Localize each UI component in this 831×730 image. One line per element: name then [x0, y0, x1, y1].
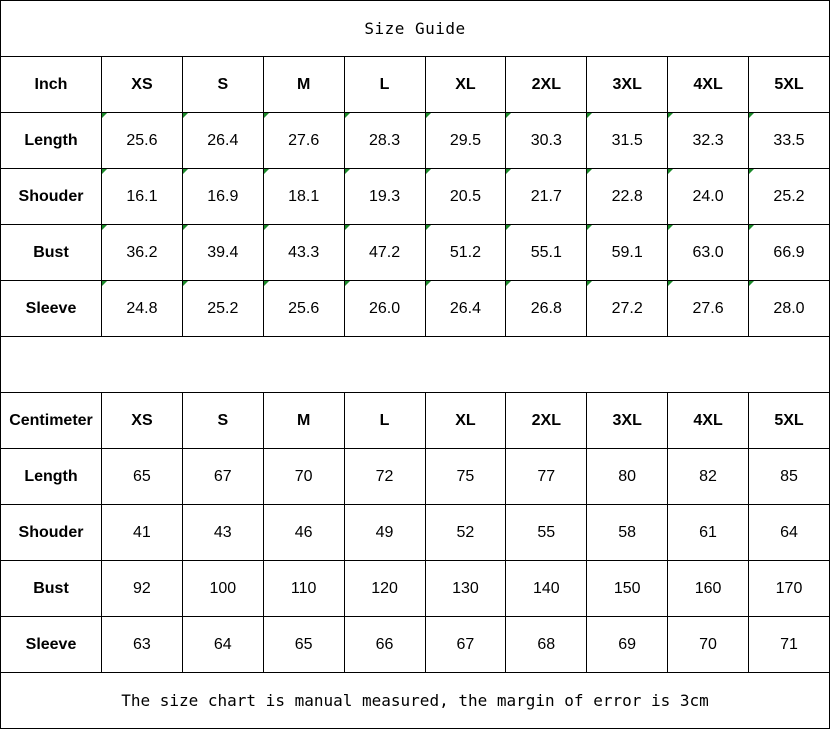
table-cell: 110	[263, 561, 344, 617]
spacer-row	[1, 337, 830, 393]
table-cell: 75	[425, 449, 506, 505]
table-cell: 150	[587, 561, 668, 617]
table-cell: 63	[102, 617, 183, 673]
row-label: Bust	[1, 561, 102, 617]
table-cell: 67	[182, 449, 263, 505]
size-header-2xl: 2XL	[506, 57, 587, 113]
table-cell: 120	[344, 561, 425, 617]
size-header-xl: XL	[425, 393, 506, 449]
table-cell: 30.3	[506, 113, 587, 169]
size-header-l: L	[344, 57, 425, 113]
size-header-2xl: 2XL	[506, 393, 587, 449]
size-header-xs: XS	[102, 393, 183, 449]
table-cell: 47.2	[344, 225, 425, 281]
table-cell: 16.1	[102, 169, 183, 225]
table-cell: 26.4	[182, 113, 263, 169]
table-cell: 140	[506, 561, 587, 617]
row-label: Sleeve	[1, 281, 102, 337]
table-cell: 65	[102, 449, 183, 505]
measurement-note: The size chart is manual measured, the margin of error is 3cm	[1, 673, 830, 729]
table-cell: 71	[749, 617, 830, 673]
table-cell: 25.2	[182, 281, 263, 337]
table-cell: 26.4	[425, 281, 506, 337]
size-header-m: M	[263, 393, 344, 449]
table-cell: 29.5	[425, 113, 506, 169]
row-label: Bust	[1, 225, 102, 281]
inch-unit-label: Inch	[1, 57, 102, 113]
table-cell: 28.0	[749, 281, 830, 337]
table-cell: 70	[668, 617, 749, 673]
table-cell: 32.3	[668, 113, 749, 169]
table-cell: 85	[749, 449, 830, 505]
table-cell: 27.6	[263, 113, 344, 169]
table-row-inch-bust	[1, 225, 830, 281]
table-cell: 130	[425, 561, 506, 617]
row-label: Sleeve	[1, 617, 102, 673]
table-cell: 66.9	[749, 225, 830, 281]
size-header-s: S	[182, 393, 263, 449]
table-cell: 68	[506, 617, 587, 673]
table-cell: 70	[263, 449, 344, 505]
size-header-l: L	[344, 393, 425, 449]
size-header-4xl: 4XL	[668, 57, 749, 113]
table-cell: 33.5	[749, 113, 830, 169]
size-header-5xl: 5XL	[749, 57, 830, 113]
table-cell: 27.6	[668, 281, 749, 337]
table-cell: 36.2	[102, 225, 183, 281]
row-label: Shouder	[1, 505, 102, 561]
table-cell: 59.1	[587, 225, 668, 281]
table-cell: 67	[425, 617, 506, 673]
table-cell: 43.3	[263, 225, 344, 281]
table-cell: 31.5	[587, 113, 668, 169]
table-cell: 25.6	[263, 281, 344, 337]
table-cell: 77	[506, 449, 587, 505]
section-divider	[1, 337, 830, 393]
table-cell: 26.0	[344, 281, 425, 337]
table-cell: 22.8	[587, 169, 668, 225]
table-cell: 26.8	[506, 281, 587, 337]
table-cell: 19.3	[344, 169, 425, 225]
row-label: Length	[1, 113, 102, 169]
table-cell: 24.8	[102, 281, 183, 337]
table-cell: 61	[668, 505, 749, 561]
table-cell: 41	[102, 505, 183, 561]
table-cell: 27.2	[587, 281, 668, 337]
inch-header-row	[1, 57, 830, 113]
table-cell: 160	[668, 561, 749, 617]
table-cell: 21.7	[506, 169, 587, 225]
size-header-3xl: 3XL	[587, 393, 668, 449]
table-cell: 100	[182, 561, 263, 617]
table-cell: 20.5	[425, 169, 506, 225]
table-row-inch-shouder	[1, 169, 830, 225]
title-row	[1, 1, 830, 57]
table-cell: 82	[668, 449, 749, 505]
table-cell: 43	[182, 505, 263, 561]
table-cell: 25.2	[749, 169, 830, 225]
table-cell: 55.1	[506, 225, 587, 281]
table-cell: 52	[425, 505, 506, 561]
table-cell: 80	[587, 449, 668, 505]
table-cell: 92	[102, 561, 183, 617]
note-row	[1, 673, 830, 729]
size-header-s: S	[182, 57, 263, 113]
size-header-4xl: 4XL	[668, 393, 749, 449]
table-cell: 63.0	[668, 225, 749, 281]
table-row-centimeter-shouder	[1, 505, 830, 561]
table-cell: 25.6	[102, 113, 183, 169]
table-row-centimeter-length	[1, 449, 830, 505]
size-header-3xl: 3XL	[587, 57, 668, 113]
size-header-xl: XL	[425, 57, 506, 113]
page-title: Size Guide	[1, 1, 830, 57]
table-cell: 49	[344, 505, 425, 561]
table-cell: 170	[749, 561, 830, 617]
table-cell: 64	[182, 617, 263, 673]
table-cell: 28.3	[344, 113, 425, 169]
table-cell: 39.4	[182, 225, 263, 281]
size-header-5xl: 5XL	[749, 393, 830, 449]
table-cell: 18.1	[263, 169, 344, 225]
row-label: Shouder	[1, 169, 102, 225]
table-cell: 16.9	[182, 169, 263, 225]
table-cell: 64	[749, 505, 830, 561]
centimeter-unit-label: Centimeter	[1, 393, 102, 449]
table-cell: 51.2	[425, 225, 506, 281]
table-cell: 72	[344, 449, 425, 505]
table-row-inch-sleeve	[1, 281, 830, 337]
size-header-m: M	[263, 57, 344, 113]
table-cell: 65	[263, 617, 344, 673]
size-header-xs: XS	[102, 57, 183, 113]
table-cell: 46	[263, 505, 344, 561]
size-guide-body	[1, 1, 830, 729]
table-row-inch-length	[1, 113, 830, 169]
table-cell: 24.0	[668, 169, 749, 225]
table-cell: 69	[587, 617, 668, 673]
centimeter-header-row	[1, 393, 830, 449]
table-row-centimeter-bust	[1, 561, 830, 617]
table-cell: 66	[344, 617, 425, 673]
table-cell: 58	[587, 505, 668, 561]
row-label: Length	[1, 449, 102, 505]
table-cell: 55	[506, 505, 587, 561]
table-row-centimeter-sleeve	[1, 617, 830, 673]
